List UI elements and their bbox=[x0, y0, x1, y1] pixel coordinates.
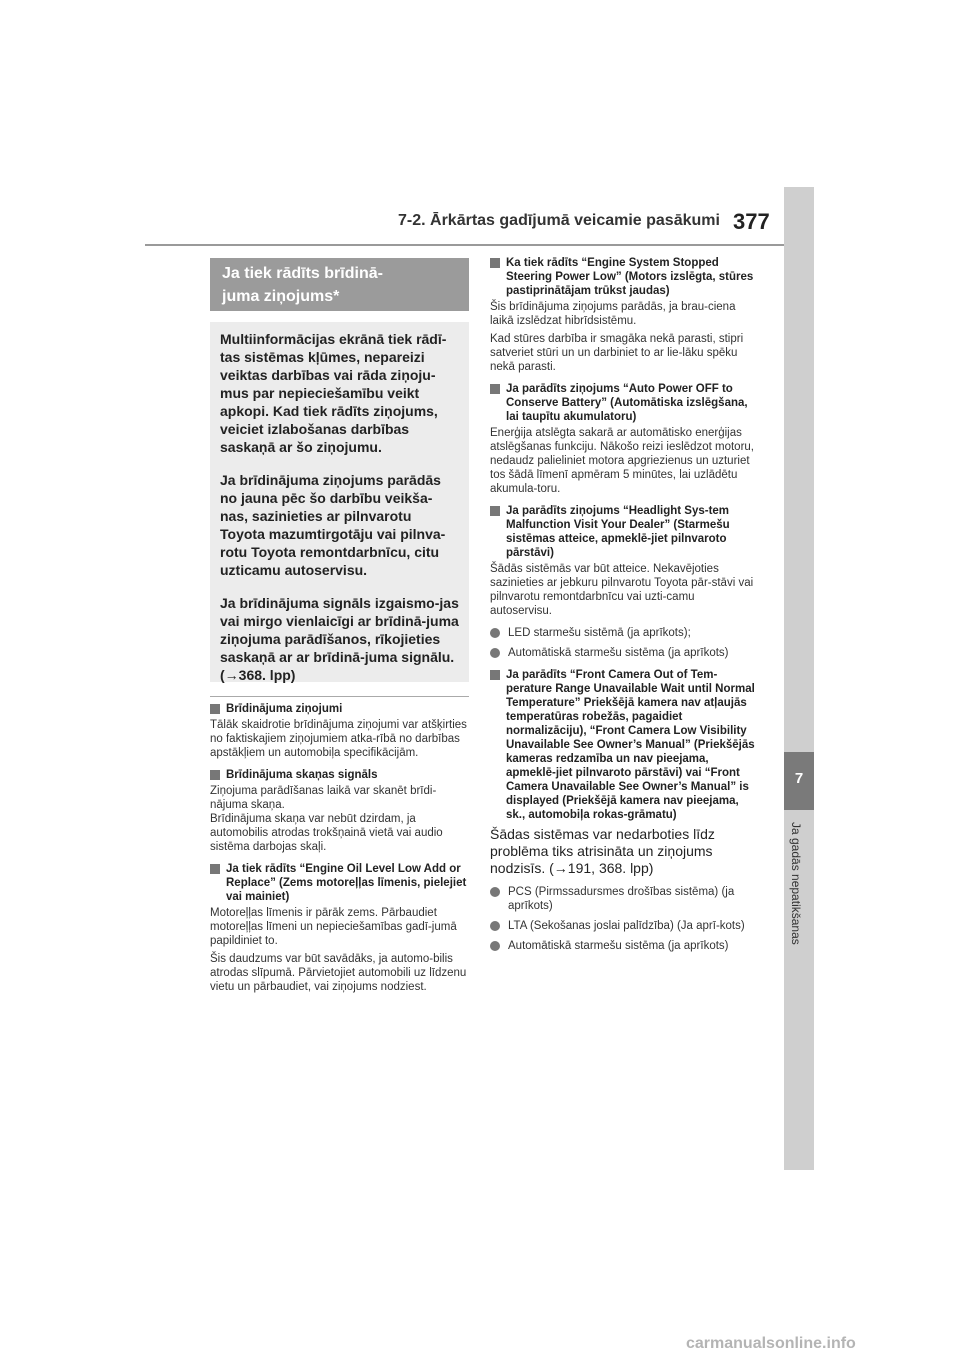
section-title-text: Ja parādīts ziņojums “Headlight Sys-tem Malfunction Visit Your Dealer” (Starmešu sistēmas atteice, apmeklē-jiet pilnvaroto pārstāvi) bbox=[506, 505, 730, 559]
section-title-text: Ka tiek rādīts “Engine System Stopped Steering Power Low” (Motors izslēgta, stūres pastiprinātājam trūkst jaudas) bbox=[506, 257, 754, 297]
left-column bbox=[210, 702, 472, 1002]
section-title bbox=[490, 504, 756, 560]
square-bullet-icon bbox=[490, 384, 500, 394]
section-body: Ziņojuma parādīšanas laikā var skanēt brīdi-nājuma skaņa. Brīdinājuma skaņa var nebūt dzirdam, ja automobilis atrodas trokšņainā vietā vai audio sistēma darbojas skaļi. bbox=[210, 785, 443, 853]
page-number: 377 bbox=[733, 209, 770, 234]
square-bullet-icon bbox=[210, 770, 220, 780]
intro-paragraph-3: Ja brīdinājuma signāls izgaismo-jas vai mirgo vienlaicīgi ar brīdinā-juma ziņojuma parādīšanos, rīkojieties saskaņā ar ar brīdinā-juma signālu. (→368. lpp) bbox=[220, 595, 459, 683]
section-body: Motoreļļas līmenis ir pārāk zems. Pārbaudiet motoreļļas līmeni un nepieciešamības gadī-jumā papildiniet to. bbox=[210, 907, 457, 947]
chapter-sidebar-tab bbox=[784, 187, 814, 1170]
list-item-text: LTA (Sekošanas joslai palīdzība) (Ja aprī-kots) bbox=[508, 920, 745, 932]
intro-paragraph-1: Multiinformācijas ekrānā tiek rādī-tas sistēmas kļūmes, nepareizi veiktas darbības vai rāda ziņoju-mus par nepieciešamību veikt apkopi. Kad tiek rādīts ziņojums, veiciet izlabošanas darbības saskaņā ar šo ziņojumu. bbox=[220, 331, 447, 455]
section-title bbox=[210, 768, 472, 782]
round-bullet-icon bbox=[490, 887, 500, 897]
header-rule bbox=[145, 244, 785, 246]
intro-box bbox=[210, 322, 469, 682]
section-divider bbox=[210, 696, 469, 697]
square-bullet-icon bbox=[490, 506, 500, 516]
list-item-text: LED starmešu sistēmā (ja aprīkots); bbox=[508, 627, 691, 639]
section-title bbox=[210, 702, 472, 716]
watermark: carmanualsonline.info bbox=[686, 1335, 856, 1352]
list-item bbox=[490, 919, 756, 933]
chapter-label: Ja gadās nepatikšanas bbox=[789, 822, 803, 945]
section-title bbox=[490, 256, 756, 298]
section-body: Enerģija atslēgta sakarā ar automātisko enerģijas atslēgšanas funkciju. Nākošo reizi ieslēdzot motoru, nedaudz palieliniet motora apgriezienus un uzturiet tos šādā līmenī apmēram 5 minūtes, lai uzlādētu akumula-toru. bbox=[490, 427, 754, 495]
section-body: Kad stūres darbība ir smagāka nekā parasti, stipri satveriet stūri un un darbiniet to ar lie-lāku spēku nekā parasti. bbox=[490, 333, 744, 373]
intro-paragraph-2: Ja brīdinājuma ziņojums parādās no jauna pēc šo darbību veikša-nas, sazinieties ar pilnvarotu Toyota mazumtirgotāju vai pilnva-rotu Toyota remontdarbnīcu, citu uzticamu autoservisu. bbox=[220, 472, 446, 578]
section-title-text: Brīdinājuma skaņas signāls bbox=[226, 769, 378, 781]
round-bullet-icon bbox=[490, 941, 500, 951]
square-bullet-icon bbox=[490, 670, 500, 680]
section-body: Tālāk skaidrotie brīdinājuma ziņojumi var atšķirties no faktiskajiem ziņojumiem atka-rībā no darbības apstākļiem un automobiļa specifikācijām. bbox=[210, 719, 467, 759]
section-body: Šādās sistēmās var būt atteice. Nekavējoties sazinieties ar jebkuru pilnvarotu Toyota pār-stāvi vai pilnvarotu remontdarbnīcu vai uzti-camu autoservisu. bbox=[490, 563, 754, 617]
list-item bbox=[490, 939, 756, 953]
list-item-text: Automātiskā starmešu sistēma (ja aprīkots) bbox=[508, 647, 729, 659]
section-title-text: Ja parādīts ziņojums “Auto Power OFF to Conserve Battery” (Automātiska izslēgšana, lai taupītu akumulatoru) bbox=[506, 383, 748, 423]
square-bullet-icon bbox=[210, 704, 220, 714]
round-bullet-icon bbox=[490, 648, 500, 658]
round-bullet-icon bbox=[490, 921, 500, 931]
right-column bbox=[490, 256, 756, 959]
list-item bbox=[490, 646, 756, 660]
section-title-text: Brīdinājuma ziņojumi bbox=[226, 703, 343, 715]
main-heading-text: Ja tiek rādīts brīdinā- juma ziņojums* bbox=[222, 265, 383, 305]
section-title bbox=[490, 382, 756, 424]
list-item bbox=[490, 885, 756, 913]
section-title-text: Ja tiek rādīts “Engine Oil Level Low Add or Replace” (Zems motoreļļas līmenis, pielejiet vai mainiet) bbox=[226, 863, 467, 903]
section-title-text: Ja parādīts “Front Camera Out of Tem-perature Range Unavailable Wait until Normal Temperature” Priekšējā kamera nav atļaujās temperatūras robežās, pagaidiet normalizāciju), “Front Camera Low Visibility Unavailable See Owner’s Manual” (Priekšējās kameras redzamība un nav pieejama, apmeklē-jiet pilnvaroto pārstāvi) vai “Front Camera Unavailable See Owner’s Manual” is displayed (Priekšējā kamera nav pieejama, sk., automobiļa rokas-grāmatu) bbox=[506, 669, 755, 821]
section-header: 7-2. Ārkārtas gadījumā veicamie pasākumi bbox=[398, 212, 720, 229]
square-bullet-icon bbox=[210, 864, 220, 874]
round-bullet-icon bbox=[490, 628, 500, 638]
list-item-text: PCS (Pirmssadursmes drošības sistēma) (ja aprīkots) bbox=[508, 886, 735, 912]
main-heading bbox=[210, 258, 469, 311]
list-item-text: Automātiskā starmešu sistēma (ja aprīkots) bbox=[508, 940, 729, 952]
section-body: Šis brīdinājuma ziņojums parādās, ja brau-ciena laikā izslēdzat hibrīdsistēmu. bbox=[490, 301, 736, 327]
chapter-number: 7 bbox=[794, 770, 804, 787]
list-item bbox=[490, 626, 756, 640]
section-title bbox=[490, 668, 756, 822]
section-emphasis: Šādas sistēmas var nedarboties līdz problēma tiks atrisināta un ziņojums nodzisīs. (→191, 368. lpp) bbox=[490, 826, 715, 876]
section-body: Šis daudzums var būt savādāks, ja automo-bilis atrodas slīpumā. Pārvietojiet automobili uz līdzenu vietu un pārbaudiet, vai ziņojums nodziest. bbox=[210, 953, 467, 993]
square-bullet-icon bbox=[490, 258, 500, 268]
section-title bbox=[210, 862, 472, 904]
